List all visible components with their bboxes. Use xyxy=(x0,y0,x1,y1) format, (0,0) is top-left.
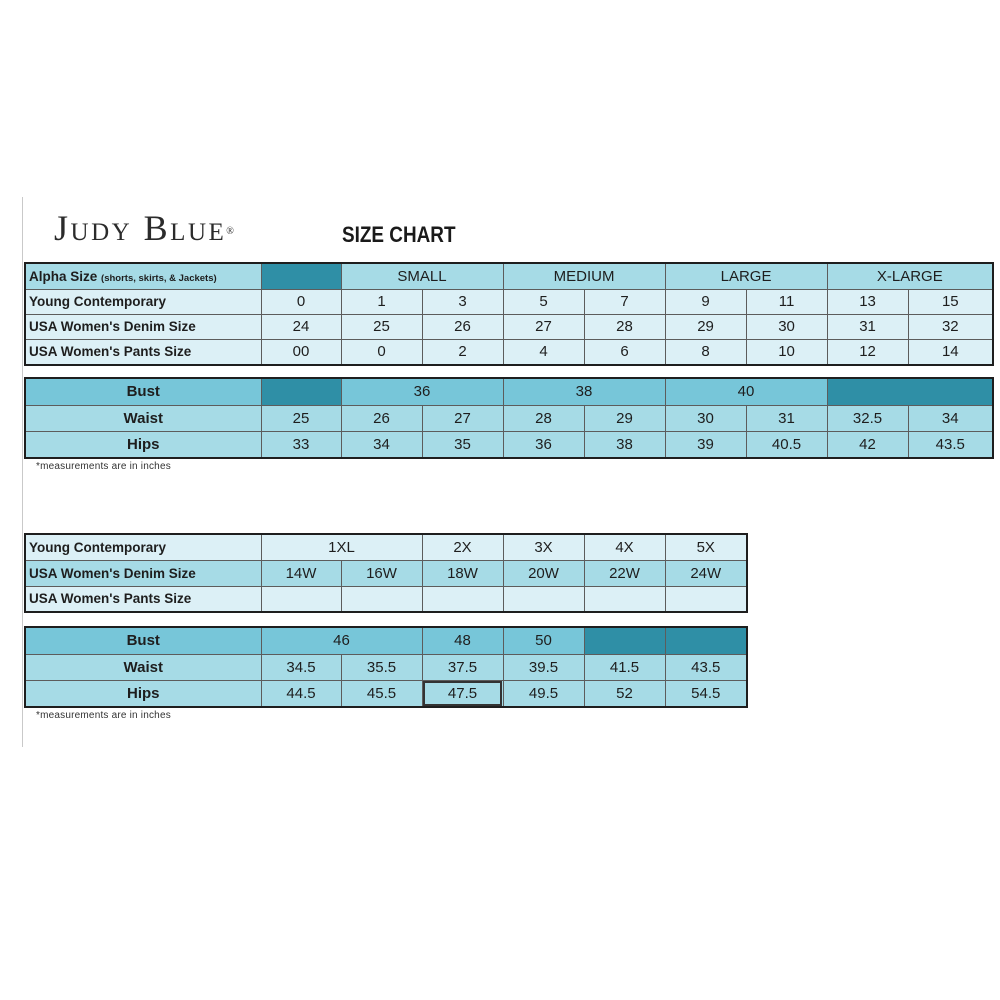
row-label: USA Women's Denim Size xyxy=(25,314,261,339)
cell: 30 xyxy=(665,405,746,431)
cell: 40.5 xyxy=(746,431,827,458)
cell: 4X xyxy=(584,534,665,560)
hips-label: Hips xyxy=(25,680,261,707)
plus-measurement-table xyxy=(24,626,748,708)
cell: 39.5 xyxy=(503,654,584,680)
page-left-rule xyxy=(22,197,23,747)
cell: 4 xyxy=(503,339,584,365)
cell: 48 xyxy=(422,627,503,654)
cell: 29 xyxy=(584,405,665,431)
measurement-table xyxy=(24,377,994,459)
cell xyxy=(261,586,341,612)
measurement-note: *measurements are in inches xyxy=(36,710,171,721)
cell: 46 xyxy=(261,627,422,654)
cell: 16W xyxy=(341,560,422,586)
cell: 5 xyxy=(503,289,584,314)
alpha-size-row xyxy=(25,263,993,289)
cell: 0 xyxy=(261,289,341,314)
cell-empty xyxy=(261,263,341,289)
cell: 2 xyxy=(422,339,503,365)
cell: 22W xyxy=(584,560,665,586)
cell-empty xyxy=(261,378,341,405)
cell xyxy=(341,586,422,612)
cell: 0 xyxy=(341,339,422,365)
waist-row xyxy=(25,654,747,680)
cell: 3 xyxy=(422,289,503,314)
cell: 44.5 xyxy=(261,680,341,707)
hips-row xyxy=(25,680,747,707)
page-title: SIZE CHART xyxy=(342,222,456,247)
cell: 7 xyxy=(584,289,665,314)
brand-logo: Judy Blue® xyxy=(54,208,234,248)
hips-label: Hips xyxy=(25,431,261,458)
cell: 31 xyxy=(746,405,827,431)
cell: 36 xyxy=(341,378,503,405)
cell: 11 xyxy=(746,289,827,314)
cell: 30 xyxy=(746,314,827,339)
pants-size-row xyxy=(25,339,993,365)
cell: 43.5 xyxy=(665,654,747,680)
cell: 6 xyxy=(584,339,665,365)
cell: 35 xyxy=(422,431,503,458)
cell: 39 xyxy=(665,431,746,458)
cell: 45.5 xyxy=(341,680,422,707)
cell: 28 xyxy=(584,314,665,339)
cell-empty xyxy=(665,627,747,654)
cell: 27 xyxy=(422,405,503,431)
cell: 12 xyxy=(827,339,908,365)
cell: 27 xyxy=(503,314,584,339)
cell: 40 xyxy=(665,378,827,405)
bust-label: Bust xyxy=(25,378,261,405)
cell: 34 xyxy=(341,431,422,458)
cell xyxy=(584,586,665,612)
bust-row xyxy=(25,378,993,405)
cell: 41.5 xyxy=(584,654,665,680)
cell: 24W xyxy=(665,560,747,586)
hips-row xyxy=(25,431,993,458)
row-label: USA Women's Denim Size xyxy=(25,560,261,586)
alpha-small: SMALL xyxy=(341,263,503,289)
cell: 25 xyxy=(341,314,422,339)
cell: 10 xyxy=(746,339,827,365)
pants-size-row xyxy=(25,586,747,612)
cell: 32 xyxy=(908,314,993,339)
denim-size-row xyxy=(25,314,993,339)
cell: 2X xyxy=(422,534,503,560)
cell: 1 xyxy=(341,289,422,314)
waist-label: Waist xyxy=(25,654,261,680)
cell: 25 xyxy=(261,405,341,431)
cell: 38 xyxy=(584,431,665,458)
size-table xyxy=(24,262,994,366)
row-label: USA Women's Pants Size xyxy=(25,586,261,612)
cell xyxy=(503,586,584,612)
cell-empty xyxy=(827,378,993,405)
cell: 1XL xyxy=(261,534,422,560)
bust-row xyxy=(25,627,747,654)
cell: 14W xyxy=(261,560,341,586)
cell: 50 xyxy=(503,627,584,654)
cell: 31 xyxy=(827,314,908,339)
cell: 20W xyxy=(503,560,584,586)
cell: 33 xyxy=(261,431,341,458)
cell: 24 xyxy=(261,314,341,339)
denim-size-row xyxy=(25,560,747,586)
waist-row xyxy=(25,405,993,431)
cell: 5X xyxy=(665,534,747,560)
cell: 52 xyxy=(584,680,665,707)
cell: 15 xyxy=(908,289,993,314)
row-label: Young Contemporary xyxy=(25,534,261,560)
selected-cell[interactable]: 47.5 xyxy=(422,680,503,707)
row-label: USA Women's Pants Size xyxy=(25,339,261,365)
measurement-note: *measurements are in inches xyxy=(36,461,171,472)
cell: 3X xyxy=(503,534,584,560)
row-label: Young Contemporary xyxy=(25,289,261,314)
young-contemporary-row xyxy=(25,289,993,314)
cell: 32.5 xyxy=(827,405,908,431)
cell: 26 xyxy=(341,405,422,431)
bust-label: Bust xyxy=(25,627,261,654)
cell: 34.5 xyxy=(261,654,341,680)
cell: 42 xyxy=(827,431,908,458)
cell: 49.5 xyxy=(503,680,584,707)
alpha-size-label: Alpha Size (shorts, skirts, & Jackets) xyxy=(25,263,261,289)
cell: 28 xyxy=(503,405,584,431)
alpha-medium: MEDIUM xyxy=(503,263,665,289)
plus-size-table xyxy=(24,533,748,613)
young-contemporary-row xyxy=(25,534,747,560)
cell: 8 xyxy=(665,339,746,365)
cell: 26 xyxy=(422,314,503,339)
alpha-large: LARGE xyxy=(665,263,827,289)
cell: 54.5 xyxy=(665,680,747,707)
cell: 29 xyxy=(665,314,746,339)
cell: 00 xyxy=(261,339,341,365)
cell-empty xyxy=(584,627,665,654)
cell: 34 xyxy=(908,405,993,431)
cell: 38 xyxy=(503,378,665,405)
cell: 9 xyxy=(665,289,746,314)
cell xyxy=(422,586,503,612)
cell: 43.5 xyxy=(908,431,993,458)
cell: 18W xyxy=(422,560,503,586)
cell: 13 xyxy=(827,289,908,314)
waist-label: Waist xyxy=(25,405,261,431)
cell: 35.5 xyxy=(341,654,422,680)
cell: 14 xyxy=(908,339,993,365)
cell: 36 xyxy=(503,431,584,458)
alpha-xlarge: X-LARGE xyxy=(827,263,993,289)
cell: 37.5 xyxy=(422,654,503,680)
cell xyxy=(665,586,747,612)
